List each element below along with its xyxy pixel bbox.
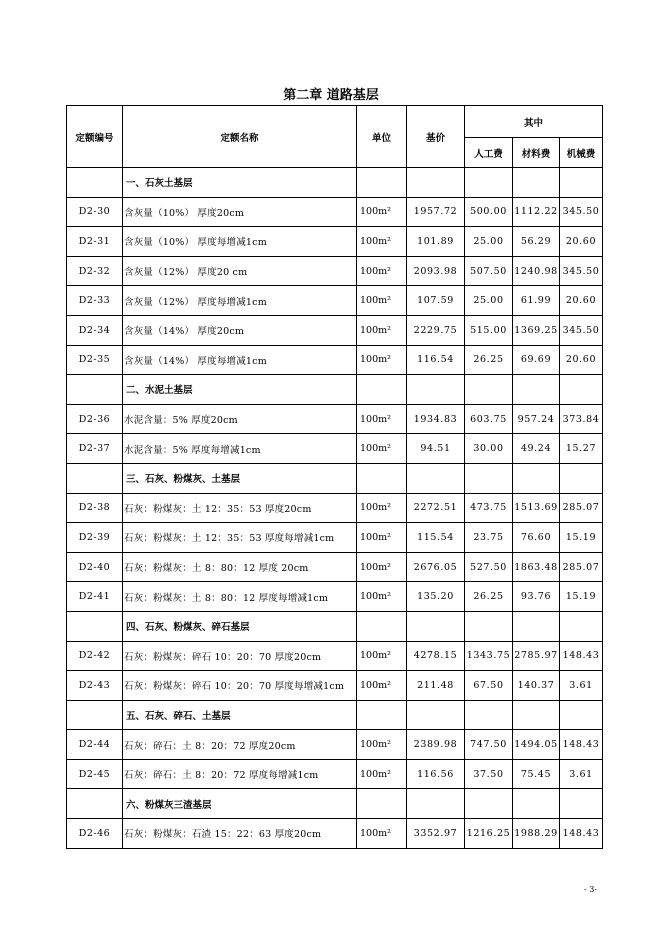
machine-cost: 20.60: [560, 286, 603, 316]
base-price: 2676.05: [407, 552, 465, 582]
quota-unit: 100m²: [357, 523, 407, 553]
section-row: [67, 789, 603, 819]
quota-name: 石灰：粉煤灰：碎石 10：20：70 厚度20cm: [123, 641, 357, 671]
material-cost: 56.29: [513, 227, 560, 257]
quota-unit: 100m²: [357, 671, 407, 701]
quota-name: 石灰：粉煤灰：石渣 15：22：63 厚度20cm: [123, 819, 357, 849]
quota-unit: 100m²: [357, 493, 407, 523]
material-cost: 1494.05: [513, 730, 560, 760]
base-price: 101.89: [407, 227, 465, 257]
quota-unit: 100m²: [357, 434, 407, 464]
header-labor: 人工费: [465, 138, 513, 168]
base-price: 2229.75: [407, 315, 465, 345]
machine-cost: 148.43: [560, 819, 603, 849]
section-empty-cell: [513, 789, 560, 819]
material-cost: 76.60: [513, 523, 560, 553]
quota-code: D2-45: [67, 759, 123, 789]
section-empty-cell: [407, 611, 465, 641]
quota-name: 石灰：粉煤灰：土 8：80：12 厚度 20cm: [123, 552, 357, 582]
material-cost: 75.45: [513, 759, 560, 789]
quota-name: 石灰：粉煤灰：土 12：35：53 厚度每增减1cm: [123, 523, 357, 553]
section-row: [67, 168, 603, 198]
quota-unit: 100m²: [357, 730, 407, 760]
quota-name: 含灰量（10%） 厚度每增减1cm: [123, 227, 357, 257]
labor-cost: 603.75: [465, 404, 513, 434]
section-row: [67, 611, 603, 641]
section-empty-cell: [465, 611, 513, 641]
section-empty-cell: [560, 700, 603, 730]
machine-cost: 3.61: [560, 671, 603, 701]
section-code-cell: [67, 611, 123, 641]
quota-unit: 100m²: [357, 315, 407, 345]
section-empty-cell: [560, 611, 603, 641]
table-row: [67, 345, 603, 375]
section-empty-cell: [407, 700, 465, 730]
section-empty-cell: [407, 168, 465, 198]
machine-cost: 285.07: [560, 493, 603, 523]
section-empty-cell: [560, 168, 603, 198]
machine-cost: 148.43: [560, 730, 603, 760]
quota-code: D2-35: [67, 345, 123, 375]
base-price: 94.51: [407, 434, 465, 464]
machine-cost: 15.19: [560, 582, 603, 612]
section-title: 四、石灰、粉煤灰、碎石基层: [123, 611, 357, 641]
quota-code: D2-40: [67, 552, 123, 582]
section-empty-cell: [465, 789, 513, 819]
section-empty-cell: [560, 375, 603, 405]
section-code-cell: [67, 789, 123, 819]
section-empty-cell: [465, 700, 513, 730]
table-row: [67, 404, 603, 434]
base-price: 135.20: [407, 582, 465, 612]
material-cost: 61.99: [513, 286, 560, 316]
quota-unit: 100m²: [357, 404, 407, 434]
quota-name: 石灰：碎石：土 8：20：72 厚度每增减1cm: [123, 759, 357, 789]
material-cost: 2785.97: [513, 641, 560, 671]
base-price: 2389.98: [407, 730, 465, 760]
quota-unit: 100m²: [357, 759, 407, 789]
base-price: 3352.97: [407, 819, 465, 849]
machine-cost: 345.50: [560, 197, 603, 227]
base-price: 107.59: [407, 286, 465, 316]
machine-cost: 373.84: [560, 404, 603, 434]
section-empty-cell: [560, 463, 603, 493]
labor-cost: 23.75: [465, 523, 513, 553]
section-code-cell: [67, 700, 123, 730]
quota-name: 含灰量（10%） 厚度20cm: [123, 197, 357, 227]
table-row: [67, 641, 603, 671]
quota-table: [66, 105, 603, 849]
material-cost: 1369.25: [513, 315, 560, 345]
section-empty-cell: [357, 168, 407, 198]
material-cost: 1988.29: [513, 819, 560, 849]
section-row: [67, 700, 603, 730]
section-title: 二、水泥土基层: [123, 375, 357, 405]
section-empty-cell: [407, 789, 465, 819]
labor-cost: 26.25: [465, 582, 513, 612]
machine-cost: 3.61: [560, 759, 603, 789]
section-empty-cell: [513, 463, 560, 493]
material-cost: 957.24: [513, 404, 560, 434]
quota-code: D2-33: [67, 286, 123, 316]
section-empty-cell: [465, 463, 513, 493]
table-row: [67, 671, 603, 701]
quota-unit: 100m²: [357, 552, 407, 582]
table-row: [67, 582, 603, 612]
material-cost: 69.69: [513, 345, 560, 375]
table-row: [67, 493, 603, 523]
header-material: 材料费: [513, 138, 560, 168]
labor-cost: 527.50: [465, 552, 513, 582]
labor-cost: 1343.75: [465, 641, 513, 671]
section-title: 一、石灰土基层: [123, 168, 357, 198]
base-price: 116.56: [407, 759, 465, 789]
table-row: [67, 197, 603, 227]
table-row: [67, 434, 603, 464]
table-row: [67, 315, 603, 345]
base-price: 116.54: [407, 345, 465, 375]
section-empty-cell: [357, 611, 407, 641]
section-empty-cell: [513, 375, 560, 405]
base-price: 1934.83: [407, 404, 465, 434]
base-price: 2272.51: [407, 493, 465, 523]
section-empty-cell: [407, 463, 465, 493]
material-cost: 1513.69: [513, 493, 560, 523]
header-name: 定额名称: [123, 106, 357, 168]
base-price: 4278.15: [407, 641, 465, 671]
quota-name: 含灰量（12%） 厚度每增减1cm: [123, 286, 357, 316]
quota-name: 水泥含量：5% 厚度每增减1cm: [123, 434, 357, 464]
machine-cost: 20.60: [560, 227, 603, 257]
labor-cost: 37.50: [465, 759, 513, 789]
section-title: 六、粉煤灰三渣基层: [123, 789, 357, 819]
table-row: [67, 286, 603, 316]
quota-code: D2-31: [67, 227, 123, 257]
section-row: [67, 463, 603, 493]
table-row: [67, 523, 603, 553]
section-empty-cell: [513, 700, 560, 730]
quota-code: D2-44: [67, 730, 123, 760]
section-empty-cell: [560, 789, 603, 819]
material-cost: 49.24: [513, 434, 560, 464]
quota-code: D2-36: [67, 404, 123, 434]
section-empty-cell: [357, 700, 407, 730]
table-row: [67, 759, 603, 789]
material-cost: 1112.22: [513, 197, 560, 227]
table-row: [67, 552, 603, 582]
page-number: - 3-: [584, 885, 598, 894]
quota-code: D2-41: [67, 582, 123, 612]
quota-name: 石灰：粉煤灰：碎石 10：20：70 厚度每增减1cm: [123, 671, 357, 701]
labor-cost: 515.00: [465, 315, 513, 345]
table-row: [67, 730, 603, 760]
table-row: [67, 256, 603, 286]
quota-name: 含灰量（14%） 厚度每增减1cm: [123, 345, 357, 375]
quota-unit: 100m²: [357, 256, 407, 286]
labor-cost: 507.50: [465, 256, 513, 286]
quota-unit: 100m²: [357, 819, 407, 849]
machine-cost: 148.43: [560, 641, 603, 671]
table-row: [67, 227, 603, 257]
base-price: 211.48: [407, 671, 465, 701]
machine-cost: 345.50: [560, 315, 603, 345]
section-code-cell: [67, 463, 123, 493]
section-empty-cell: [513, 611, 560, 641]
base-price: 2093.98: [407, 256, 465, 286]
labor-cost: 500.00: [465, 197, 513, 227]
quota-unit: 100m²: [357, 227, 407, 257]
quota-name: 石灰：粉煤灰：土 12：35：53 厚度20cm: [123, 493, 357, 523]
quota-code: D2-37: [67, 434, 123, 464]
quota-code: D2-30: [67, 197, 123, 227]
quota-name: 含灰量（12%） 厚度20 cm: [123, 256, 357, 286]
material-cost: 140.37: [513, 671, 560, 701]
quota-name: 含灰量（14%） 厚度20cm: [123, 315, 357, 345]
section-empty-cell: [357, 375, 407, 405]
base-price: 1957.72: [407, 197, 465, 227]
quota-unit: 100m²: [357, 345, 407, 375]
header-of-which: 其中: [465, 106, 603, 138]
section-empty-cell: [465, 375, 513, 405]
section-code-cell: [67, 168, 123, 198]
section-empty-cell: [465, 168, 513, 198]
quota-unit: 100m²: [357, 582, 407, 612]
quota-name: 石灰：粉煤灰：土 8：80：12 厚度每增减1cm: [123, 582, 357, 612]
quota-code: D2-42: [67, 641, 123, 671]
header-unit: 单位: [357, 106, 407, 168]
header-machine: 机械费: [560, 138, 603, 168]
labor-cost: 25.00: [465, 286, 513, 316]
quota-code: D2-34: [67, 315, 123, 345]
quota-code: D2-38: [67, 493, 123, 523]
labor-cost: 747.50: [465, 730, 513, 760]
quota-unit: 100m²: [357, 641, 407, 671]
table-row: [67, 819, 603, 849]
material-cost: 1240.98: [513, 256, 560, 286]
labor-cost: 30.00: [465, 434, 513, 464]
labor-cost: 26.25: [465, 345, 513, 375]
base-price: 115.54: [407, 523, 465, 553]
quota-code: D2-46: [67, 819, 123, 849]
machine-cost: 345.50: [560, 256, 603, 286]
labor-cost: 25.00: [465, 227, 513, 257]
table-body: [67, 168, 603, 849]
quota-name: 石灰：碎石：土 8：20：72 厚度20cm: [123, 730, 357, 760]
quota-name: 水泥含量：5% 厚度20cm: [123, 404, 357, 434]
header-row: [67, 106, 603, 138]
section-empty-cell: [357, 463, 407, 493]
header-code: 定额编号: [67, 106, 123, 168]
material-cost: 93.76: [513, 582, 560, 612]
quota-unit: 100m²: [357, 197, 407, 227]
section-code-cell: [67, 375, 123, 405]
machine-cost: 285.07: [560, 552, 603, 582]
chapter-title: 第二章 道路基层: [283, 88, 379, 103]
section-empty-cell: [513, 168, 560, 198]
section-title: 三、石灰、粉煤灰、土基层: [123, 463, 357, 493]
quota-code: D2-43: [67, 671, 123, 701]
section-empty-cell: [407, 375, 465, 405]
material-cost: 1863.48: [513, 552, 560, 582]
header-base-price: 基价: [407, 106, 465, 168]
machine-cost: 20.60: [560, 345, 603, 375]
quota-unit: 100m²: [357, 286, 407, 316]
machine-cost: 15.19: [560, 523, 603, 553]
quota-code: D2-32: [67, 256, 123, 286]
labor-cost: 473.75: [465, 493, 513, 523]
section-row: [67, 375, 603, 405]
labor-cost: 67.50: [465, 671, 513, 701]
section-empty-cell: [357, 789, 407, 819]
machine-cost: 15.27: [560, 434, 603, 464]
labor-cost: 1216.25: [465, 819, 513, 849]
quota-code: D2-39: [67, 523, 123, 553]
section-title: 五、石灰、碎石、土基层: [123, 700, 357, 730]
